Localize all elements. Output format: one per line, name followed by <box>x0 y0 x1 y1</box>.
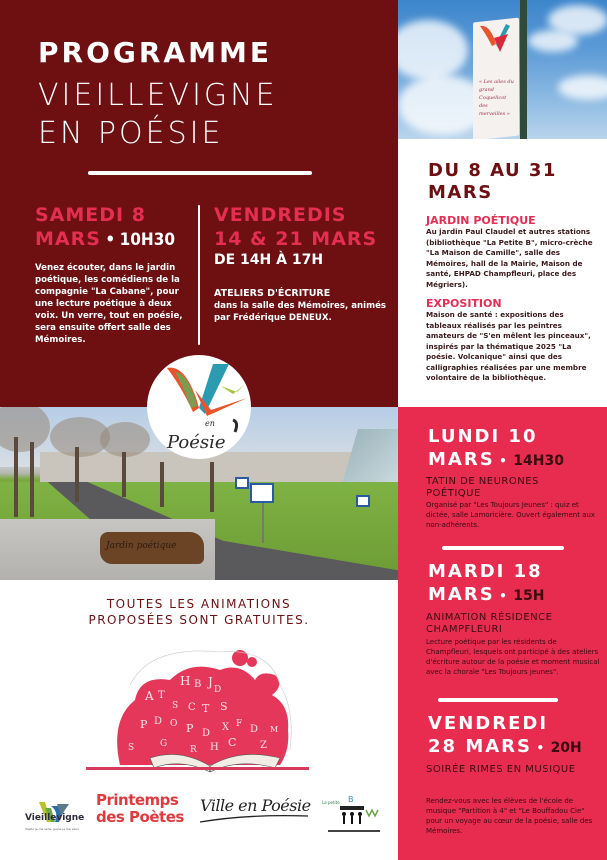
association-logo-icon <box>322 794 384 836</box>
event-date-line1: VENDREDIS <box>214 204 347 226</box>
svg-text:D: D <box>250 724 259 735</box>
banner-photo <box>398 0 607 139</box>
partner-ville-en-poesie: Ville en Poésie <box>200 796 311 815</box>
svg-text:A: A <box>145 689 154 703</box>
svg-text:D: D <box>202 728 211 739</box>
svg-text:R: R <box>190 745 197 755</box>
event-vendredis-date <box>214 203 394 251</box>
event-date-line2: MARS <box>35 228 101 250</box>
title-subtitle: EN POÉSIE <box>38 116 224 151</box>
event-mardi-date <box>428 560 544 608</box>
ville-en-poesie-swash-icon <box>198 812 310 824</box>
event-heading: ATELIERS D'ÉCRITURE <box>214 288 331 299</box>
logo-en-text: en <box>205 419 215 428</box>
jardin-description: Au jardin Paul Claudel et autres stations (bibliothèque "La Petite B", micro-crèche "La Maison de Camille", salle des Mémoires, hall de la Mairie, Maison de santé, EHPAD Champfleuri, place des Mégriers). <box>426 227 593 289</box>
svg-text:S: S <box>128 743 135 753</box>
illustration-baseline <box>86 767 309 770</box>
svg-text:D: D <box>154 716 163 727</box>
free-notice-line2: PROPOSÉES SONT GRATUITES. <box>88 613 310 627</box>
event-vendredi-date <box>428 712 582 760</box>
svg-text:H: H <box>180 674 191 688</box>
book-letters-illustration <box>110 640 320 775</box>
title-divider <box>88 171 312 175</box>
event-date-line1: LUNDI 10 <box>428 426 538 447</box>
svg-text:T: T <box>158 690 165 701</box>
poem-sign <box>356 495 370 507</box>
bullet: • <box>499 454 509 468</box>
event-samedi-description: Venez écouter, dans le jardin poétique, les comédiens de la compagnie "La Cabane", pour une lecture poétique à deux voix. Un verre, tout en poésie, sera ensuite offert salle des Mémoires. <box>35 263 183 345</box>
banner-logo-icon <box>478 22 518 58</box>
event-time: DE 14H À 17H <box>214 252 324 268</box>
event-mardi-heading: ANIMATION RÉSIDENCE CHAMPFLEURI <box>426 612 553 635</box>
event-date-line2: MARS <box>428 449 495 470</box>
bullet: • <box>499 589 509 603</box>
free-notice-line1: TOUTES LES ANIMATIONS <box>106 597 292 611</box>
partner-vieillevigne-tagline: Vieille je me sens, jeune je me veux <box>25 827 80 831</box>
event-vendredi-description: Rendez-vous avec les élèves de l'école de musique "Partition à 4" et "Le Bouffadou Cie" pour un voyage au cœur de la poésie, salle des Mémoires. <box>426 797 593 835</box>
event-date-line1: VENDREDI <box>428 713 549 734</box>
event-lundi-heading: TATIN DE NEURONES POÉTIQUE <box>426 476 539 499</box>
banner-text: « Les ailes du grand Coquelicot des merveilles » <box>479 79 514 117</box>
exposition-heading: EXPOSITION <box>426 297 502 310</box>
exposition-description: Maison de santé : expositions des tableaux réalisés par les peintres amateurs de "S'en mêlent les pinceaux", inspirés par la thématique 2025 "La poésie. Volcanique" ainsi que des calligraphies réalisées par une membre volontaire de la bibliothèque. <box>426 310 591 382</box>
garden-sign-text: Jardin poétique <box>106 541 177 551</box>
svg-text:La petite: La petite <box>322 800 340 805</box>
poem-sign <box>250 483 274 503</box>
event-date-line1: MARDI 18 <box>428 561 543 582</box>
title-programme: PROGRAMME <box>38 36 272 69</box>
event-date-line2: MARS <box>428 584 495 605</box>
svg-text:B: B <box>348 795 354 804</box>
event-time: 20H <box>550 740 582 756</box>
svg-text:J: J <box>208 675 213 689</box>
free-notice <box>0 596 398 628</box>
svg-text:H: H <box>210 742 219 753</box>
svg-text:B: B <box>194 679 202 690</box>
title-town: VIEILLEVIGNE <box>38 78 278 113</box>
feather-bird-logo-icon <box>147 350 257 460</box>
svg-text:O: O <box>170 719 178 729</box>
svg-text:T: T <box>202 702 210 715</box>
bullet: • <box>536 741 547 755</box>
period-title: DU 8 AU 31 MARS <box>428 160 557 203</box>
partner-printemps-des-poetes <box>96 792 184 826</box>
poem-sign <box>235 477 249 489</box>
event-divider <box>442 546 564 550</box>
event-vendredis-description: dans la salle des Mémoires, animés par Frédérique DENEUX. <box>214 301 387 323</box>
svg-text:P: P <box>140 718 148 731</box>
event-time: 14H30 <box>513 453 564 469</box>
vertical-divider <box>198 205 200 345</box>
event-samedi-date <box>35 203 195 251</box>
bullet: • <box>105 230 116 250</box>
svg-text:S: S <box>172 701 179 711</box>
svg-text:D: D <box>214 685 222 695</box>
event-date-line1: SAMEDI 8 <box>35 204 146 226</box>
logo-poesie-text: Poésie <box>167 432 226 453</box>
svg-text:M: M <box>270 725 279 734</box>
event-date-line2: 28 MARS <box>428 736 532 757</box>
svg-text:S: S <box>220 700 228 713</box>
event-time: 10H30 <box>119 230 175 250</box>
event-vendredi-heading: SOIRÉE RIMES EN MUSIQUE <box>426 764 576 775</box>
svg-text:C: C <box>228 736 237 749</box>
event-divider <box>438 698 558 702</box>
event-time: 15H <box>513 588 545 604</box>
partner-vieillevigne-name: Vieillevigne <box>25 813 85 823</box>
svg-text:C: C <box>188 702 196 713</box>
partner-printemps-line2: des Poètes <box>96 808 184 826</box>
jardin-heading: JARDIN POÉTIQUE <box>426 214 536 227</box>
svg-text:G: G <box>160 739 168 749</box>
svg-text:Z: Z <box>260 740 267 751</box>
event-date-line2: 14 & 21 MARS <box>214 228 378 250</box>
svg-text:X: X <box>222 722 230 733</box>
svg-text:F: F <box>236 719 243 729</box>
event-lundi-description: Organisé par "Les Toujours Jeunes" : quiz et dictée, salle Lamoricière. Ouvert également aux non-adhérents. <box>426 501 596 529</box>
svg-text:P: P <box>186 722 194 735</box>
event-mardi-description: Lecture poétique par les résidents de Champfleuri, lesquels ont participé à des ateliers d'écriture autour de la poésie et moment musical avec la chorale "Les Toujours jeunes". <box>426 638 600 676</box>
event-lundi-date <box>428 425 564 473</box>
partner-printemps-line1: Printemps <box>96 791 179 809</box>
lamp-pole <box>520 0 527 139</box>
